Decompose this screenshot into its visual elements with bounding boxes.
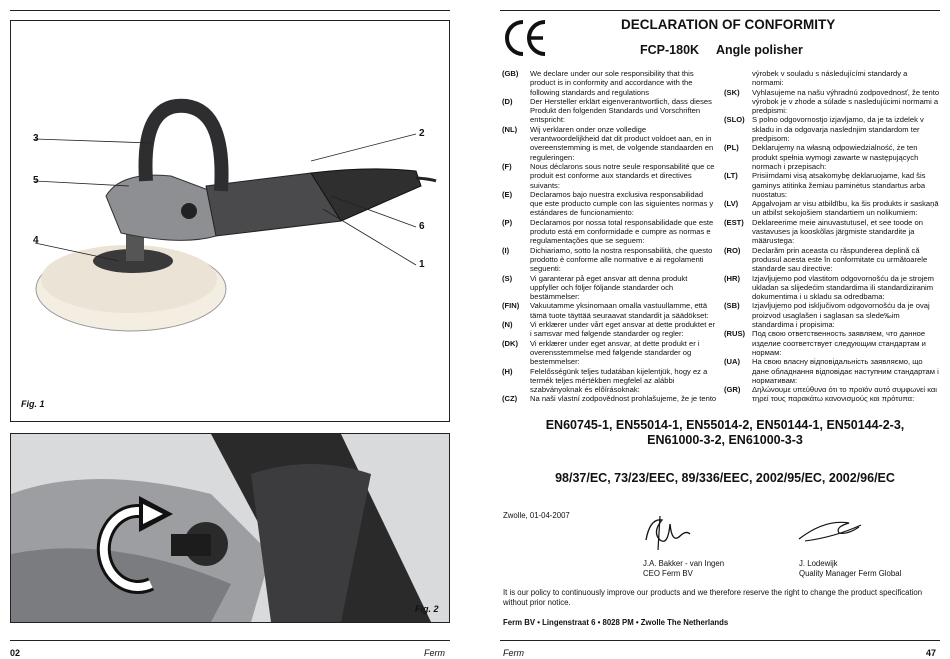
signatory-qm-role: Quality Manager Ferm Global (799, 569, 902, 578)
signature-ceo (640, 510, 700, 552)
decl-est: (EST) Deklareerime meie ainuvastutusel, et see toode on vastavuses ja kooskõlas järgmiste standardite ja määrustega: (724, 217, 923, 246)
fig1-label: Fig. 1 (21, 399, 45, 409)
right-top-rule (500, 10, 940, 11)
decl-n: (N) Vi erklærer under vårt eget ansvar at dette produktet er i samsvar med følgende standarder og regler: (502, 320, 716, 339)
figure-2 (10, 433, 450, 623)
callout-6: 6 (419, 221, 425, 232)
decl-pl: (PL) Deklarujemy na własną odpowiedzialność, że ten produkt spełnia wymogi zawarte w następujących normach i przepisach: (724, 143, 919, 171)
standards-line-1: EN60745-1, EN55014-1, EN55014-2, EN50144-1, EN50144-2-3, (545, 418, 905, 432)
fig2-label: Fig. 2 (415, 604, 439, 614)
polisher-closeup-illustration (11, 434, 449, 622)
polisher-illustration (11, 21, 449, 421)
company-address: Ferm BV • Lingenstraat 6 • 8028 PM • Zwolle The Netherlands (503, 618, 729, 627)
decl-f: (F) Nous déclarons sous notre seule responsabilité que ce produit est conforme aux standards et directives suivants: (502, 161, 715, 190)
decl-sk: (SK) Vyhlasujeme na našu výhradnú zodpovednosť, že tento výrobok je v zhode a súlade s nasledujúcimi normami a predpismi: (724, 87, 940, 116)
decl-ua: (UA) На свою власну відповідальність заявляємо, що дане обладнання відповідає наступним стандартам і нормативам: (724, 357, 939, 385)
callout-1: 1 (419, 259, 425, 270)
left-bottom-rule (10, 640, 450, 641)
decl-e: (E) Declaramos bajo nuestra exclusiva responsabilidad que este producto cumple con las siguientes normas y estándares de funcionamiento: (502, 189, 714, 218)
declarations-right-column (724, 69, 940, 404)
decl-dk: (DK) Vi erklærer under eget ansvar, at dette produkt er i overensstemmelse med følgende standarder og bestemmelser: (502, 338, 700, 367)
model-number: FCP-180K (640, 43, 700, 57)
declarations-left-column (502, 69, 717, 404)
decl-i: (I) Dichiariamo, sotto la nostra responsabilità, che questo prodotto è conforme alle normative e ai regolamenti seguenti: (502, 245, 713, 274)
decl-slo: (SLO) S polno odgovornostjo izjavljamo, da je ta izdelek v skladu in da odgovarja naslednjim standardom ter predpisom: (724, 115, 924, 144)
directives-list: 98/37/EC, 73/23/EEC, 89/336/EEC, 2002/95/EC, 2002/96/EC (555, 471, 895, 485)
decl-sb: (SB) Izjavljujemo pod isključivom odgovornošću da je ovaj proizvod usaglašen i saglasan sa slede‰im standardima i propisima: (724, 301, 930, 330)
decl-cz-cont: výrobek v souladu s následujícími standardy a normami: (752, 69, 908, 88)
standards-list (500, 418, 950, 448)
signatory-ceo-name: J.A. Bakker - van Ingen (643, 559, 725, 568)
callout-5: 5 (33, 175, 39, 186)
declaration-title: DECLARATION OF CONFORMITY (621, 17, 836, 32)
right-footer-brand: Ferm (503, 648, 524, 658)
decl-hr: (HR) Izjavljujemo pod vlastitom odgovornošću da je strojem ukladan sa slijedećim standardima ili standardiziranim dokumentima i u skladu sa odredbama: (724, 273, 934, 302)
decl-nl: (NL) Wij verklaren onder onze volledige verantwoordelijkheid dat dit product voldoet aan, en in overeenstemming is met, de volgende standaarden en reguleringen: (502, 124, 714, 162)
callout-4: 4 (33, 235, 39, 246)
ce-mark (503, 18, 549, 58)
decl-fin: (FIN) Vakuutamme yksinomaan omalla vastuullamme, että tämä tuote täyttää seuraavat standardit ja säädökset: (502, 301, 709, 320)
decl-gb: (GB) We declare under our sole responsibility that this product is in conformity and accordance with the following standards and regulations (502, 69, 694, 97)
decl-h: (H) Felelősségünk teljes tudatában kijelentjük, hogy ez a termék teljes mértékben megfelel az alábbi szabványoknak és előírásoknak: (502, 366, 708, 395)
product-name: Angle polisher (716, 43, 803, 57)
decl-p: (P) Declaramos por nossa total responsabilidade que este produto está em conformidade e cumpre as normas e regulamentações que se seguem: (502, 217, 714, 246)
figure-1 (10, 20, 450, 422)
decl-gr: (GR) Δηλώνουμε υπεύθυνα ότι το προϊόν αυτό συμφωνεί και τηρεί τους παρακάτω κανονισμούς και πρότυπα: (724, 385, 937, 404)
decl-rus: (RUS) Под свою ответственность заявляем, что данное изделие соответствует следующим стандартам и нормам: (724, 329, 926, 357)
decl-lv: (LV) Apgalvojam ar visu atbildību, ka šis produkts ir saskaņā un atbilst sekojošiem standartiem un nolikumiem: (724, 199, 939, 218)
decl-cz: (CZ) Na naši vlastní zodpovědnost prohlašujeme, že je tento (502, 394, 717, 404)
left-page-number: 02 (10, 648, 21, 658)
decl-d: (D) Der Hersteller erklärt eigenverantwortlich, dass dieses Produkt den folgenden Standards und Vorschriften entspricht: (502, 96, 712, 125)
signatory-ceo (643, 559, 724, 579)
left-top-rule (10, 10, 450, 11)
right-page-number: 47 (926, 648, 937, 658)
callout-2: 2 (419, 128, 425, 139)
signatory-qm (799, 559, 901, 579)
decl-lt: (LT) Prisiimdami visą atsakomybę deklaruojame, kad šis gaminys atitinka žemiau paminėtus standartus arba nuostatus: (724, 171, 926, 199)
decl-s: (S) Vi garanterar på eget ansvar att denna produkt uppfyller och följer följande standarder och bestämmelser: (502, 273, 688, 302)
place-date: Zwolle, 01-04-2007 (503, 511, 570, 520)
decl-ro: (RO) Declarăm prin aceasta cu răspunderea deplină că produsul acesta este în conformitate cu următoarele standarde sau directive: (724, 245, 928, 274)
signatory-qm-name: J. Lodewijk (799, 559, 838, 568)
policy-statement: It is our policy to continuously improve our products and we therefore reserve the right to change the product specification without prior notice. (503, 588, 923, 607)
signatory-ceo-role: CEO Ferm BV (643, 569, 693, 578)
standards-line-2: EN61000-3-2, EN61000-3-3 (647, 433, 803, 447)
left-footer-brand: Ferm (424, 648, 445, 658)
signature-quality-manager (795, 515, 865, 545)
right-bottom-rule (500, 640, 940, 641)
callout-3: 3 (33, 133, 39, 144)
